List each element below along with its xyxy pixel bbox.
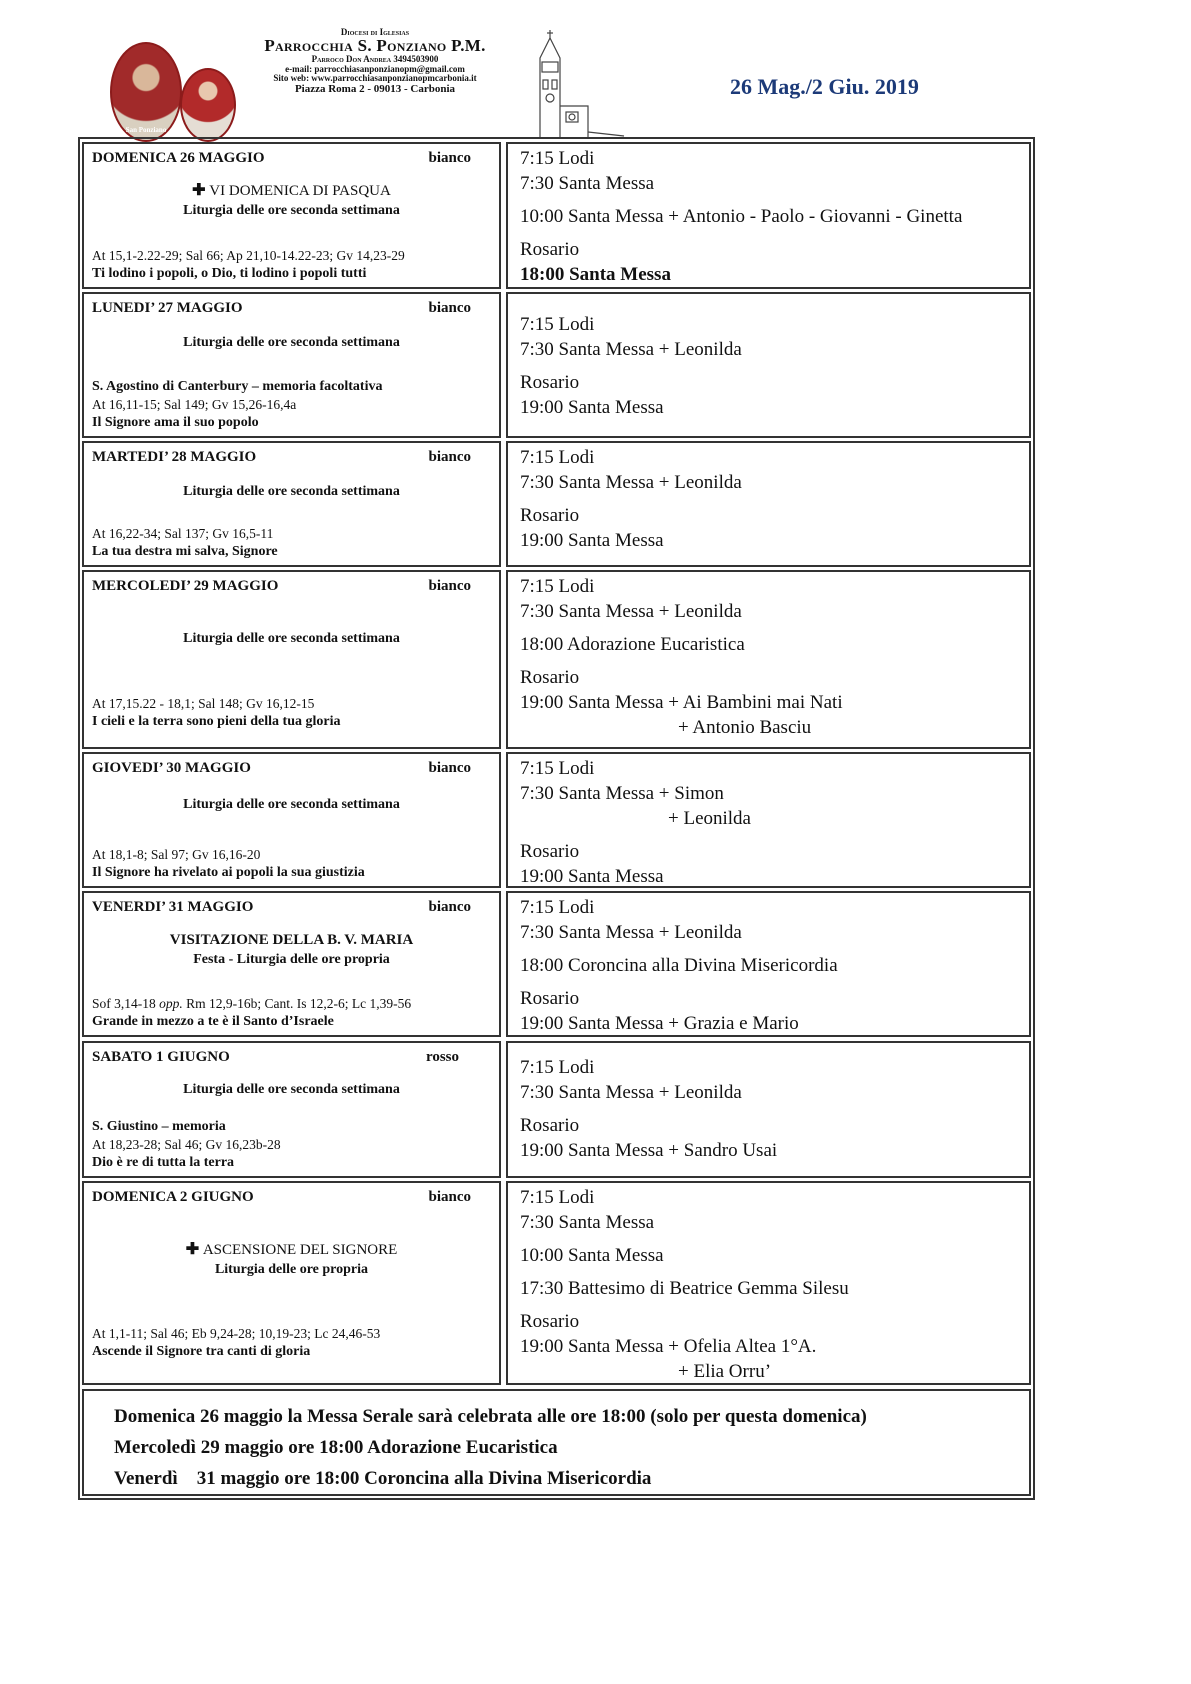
- announcement: Venerdì 31 maggio ore 18:00 Coroncina alla Divina Misericordia: [114, 1468, 652, 1489]
- liturgy-note: Liturgia delle ore seconda settimana: [183, 631, 400, 646]
- memoria: S. Giustino – memoria: [92, 1119, 226, 1134]
- schedule-item: 7:15 Lodi: [520, 447, 595, 468]
- day-row: [82, 752, 1031, 888]
- schedule-item: 7:30 Santa Messa + Leonilda: [520, 339, 742, 360]
- schedule-item: 7:15 Lodi: [520, 1187, 595, 1208]
- antiphon: La tua destra mi salva, Signore: [92, 544, 278, 559]
- cross-icon: ✚: [185, 1241, 200, 1258]
- liturgy-note: Liturgia delle ore seconda settimana: [183, 335, 400, 350]
- parish-website: Sito web: www.parrocchiasanponzianopmcarbonia.it: [273, 73, 477, 84]
- schedule-item: 7:30 Santa Messa + Leonilda: [520, 472, 742, 493]
- schedule-item: 7:30 Santa Messa: [520, 1212, 655, 1233]
- liturgy-note: Liturgia delle ore seconda settimana: [183, 203, 400, 218]
- schedule-item: 17:30 Battesimo di Beatrice Gemma Silesu: [520, 1278, 849, 1299]
- readings: At 18,23-28; Sal 46; Gv 16,23b-28: [92, 1137, 281, 1152]
- schedule-item: 7:15 Lodi: [520, 1057, 595, 1078]
- liturgy-note: Liturgia delle ore seconda settimana: [183, 1082, 400, 1097]
- antiphon: Il Signore ha rivelato ai popoli la sua giustizia: [92, 865, 365, 880]
- readings: At 15,1-2.22-29; Sal 66; Ap 21,10-14.22-23; Gv 14,23-29: [92, 248, 405, 263]
- schedule-item: 18:00 Coroncina alla Divina Misericordia: [520, 955, 838, 976]
- schedule-item: 7:30 Santa Messa + Leonilda: [520, 1082, 742, 1103]
- schedule-item: 19:00 Santa Messa: [520, 530, 664, 551]
- readings: At 18,1-8; Sal 97; Gv 16,16-20: [92, 847, 261, 862]
- antiphon: Grande in mezzo a te è il Santo d’Israele: [92, 1014, 334, 1029]
- announcement: Mercoledì 29 maggio ore 18:00 Adorazione Eucaristica: [114, 1437, 558, 1458]
- feast-title: VISITAZIONE DELLA B. V. MARIA: [169, 932, 414, 948]
- liturgy-note: Liturgia delle ore seconda settimana: [183, 797, 400, 812]
- schedule-item: Rosario: [520, 841, 580, 862]
- schedule-item: Rosario: [520, 239, 580, 260]
- bell-tower-icon: [528, 28, 628, 140]
- antiphon: I cieli e la terra sono pieni della tua gloria: [92, 714, 341, 729]
- liturgical-color: bianco: [428, 449, 471, 465]
- schedule-item: 7:15 Lodi: [520, 897, 595, 918]
- antiphon: Ascende il Signore tra canti di gloria: [92, 1344, 311, 1359]
- schedule-item: 7:30 Santa Messa: [520, 173, 655, 194]
- day-row: [82, 441, 1031, 567]
- antiphon: Ti lodino i popoli, o Dio, ti lodino i popoli tutti: [92, 266, 367, 281]
- schedule-cell: [506, 1181, 1031, 1385]
- liturgy-cell: [82, 1041, 501, 1178]
- schedule-item: 19:00 Santa Messa + Ai Bambini mai Nati: [520, 692, 843, 713]
- feast-title: VI DOMENICA DI PASQUA: [209, 183, 391, 199]
- schedule-item: 7:30 Santa Messa + Leonilda: [520, 601, 742, 622]
- readings: At 17,15.22 - 18,1; Sal 148; Gv 16,12-15: [92, 696, 315, 711]
- cross-icon: ✚: [192, 182, 206, 199]
- date-range-title: 26 Mag./2 Giu. 2019: [730, 74, 919, 99]
- day-label: SABATO 1 GIUGNO: [92, 1049, 230, 1065]
- announcements-box: [82, 1389, 1031, 1496]
- liturgical-color: bianco: [428, 150, 471, 166]
- liturgical-color: rosso: [425, 1049, 459, 1065]
- schedule-cell: [506, 1041, 1031, 1178]
- schedule-item: 7:30 Santa Messa + Simon: [520, 783, 724, 804]
- memoria: S. Agostino di Canterbury – memoria facoltativa: [92, 379, 383, 394]
- schedule-item: Rosario: [520, 505, 580, 526]
- schedule-item: 19:00 Santa Messa: [520, 397, 664, 418]
- day-label: LUNEDI’ 27 MAGGIO: [92, 300, 243, 316]
- day-label: MARTEDI’ 28 MAGGIO: [92, 449, 257, 465]
- page-header: [100, 22, 1060, 140]
- readings: At 16,22-34; Sal 137; Gv 16,5-11: [92, 526, 274, 541]
- diocese: Diocesi di Iglesias: [340, 27, 410, 37]
- schedule-item: 7:15 Lodi: [520, 576, 595, 597]
- day-label: DOMENICA 26 MAGGIO: [92, 150, 265, 166]
- readings: At 1,1-11; Sal 46; Eb 9,24-28; 10,19-23; Lc 24,46-53: [92, 1326, 381, 1341]
- liturgy-cell: [82, 891, 501, 1037]
- liturgical-color: bianco: [428, 578, 471, 594]
- day-label: MERCOLEDI’ 29 MAGGIO: [92, 578, 279, 594]
- priest-contact: Parroco Don Andrea 3494503900: [311, 54, 439, 65]
- announcement: Domenica 26 maggio la Messa Serale sarà celebrata alle ore 18:00 (solo per questa domenica): [114, 1406, 867, 1427]
- day-row: [82, 142, 1031, 289]
- day-label: VENERDI’ 31 MAGGIO: [92, 899, 254, 915]
- schedule-item: 7:30 Santa Messa + Leonilda: [520, 922, 742, 943]
- parish-info: [230, 28, 520, 95]
- schedule-item: 10:00 Santa Messa + Antonio - Paolo - Giovanni - Ginetta: [520, 206, 963, 227]
- day-row: [82, 1181, 1031, 1385]
- liturgy-cell: [82, 441, 501, 567]
- schedule-item: 19:00 Santa Messa + Grazia e Mario: [520, 1013, 799, 1034]
- liturgical-color: bianco: [428, 899, 471, 915]
- day-row: [82, 891, 1031, 1037]
- day-row: [82, 1041, 1031, 1178]
- schedule-item: 7:15 Lodi: [520, 148, 595, 169]
- schedule-item: 7:15 Lodi: [520, 314, 595, 335]
- schedule-cell: [506, 570, 1031, 749]
- readings: At 16,11-15; Sal 149; Gv 15,26-16,4a: [92, 397, 297, 412]
- schedule-item: Rosario: [520, 1311, 580, 1332]
- feast-title: ASCENSIONE DEL SIGNORE: [202, 1242, 398, 1258]
- liturgy-cell: [82, 752, 501, 888]
- liturgy-cell: [82, 142, 501, 289]
- liturgy-note: Liturgia delle ore seconda settimana: [183, 484, 400, 499]
- schedule-item: 18:00 Santa Messa: [520, 264, 671, 285]
- parish-name: Parrocchia S. Ponziano P.M.: [264, 36, 486, 56]
- liturgy-cell: [82, 570, 501, 749]
- schedule-item: + Antonio Basciu: [678, 717, 812, 738]
- schedule-item: 19:00 Santa Messa + Sandro Usai: [520, 1140, 778, 1161]
- liturgy-note: Liturgia delle ore propria: [214, 1262, 369, 1277]
- schedule-item: Rosario: [520, 1115, 580, 1136]
- schedule-item: Rosario: [520, 372, 580, 393]
- day-row: [82, 292, 1031, 438]
- day-label: DOMENICA 2 GIUGNO: [92, 1189, 254, 1205]
- schedule-item: Rosario: [520, 988, 580, 1009]
- schedule-cell: [506, 752, 1031, 888]
- schedule-cell: [506, 292, 1031, 438]
- day-row: [82, 570, 1031, 749]
- schedule-item: 19:00 Santa Messa + Ofelia Altea 1°A.: [520, 1336, 817, 1357]
- readings: Sof 3,14-18 opp. Rm 12,9-16b; Cant. Is 12,2-6; Lc 1,39-56: [92, 996, 412, 1011]
- liturgical-color: bianco: [428, 300, 471, 316]
- antiphon: Il Signore ama il suo popolo: [92, 415, 259, 430]
- liturgy-cell: [82, 1181, 501, 1385]
- parish-address: Piazza Roma 2 - 09013 - Carbonia: [294, 82, 456, 95]
- liturgical-color: bianco: [428, 760, 471, 776]
- schedule-item: 7:15 Lodi: [520, 758, 595, 779]
- schedule-item: + Leonilda: [668, 808, 751, 829]
- liturgy-cell: [82, 292, 501, 438]
- saint-image: [180, 68, 236, 142]
- schedule-item: Rosario: [520, 667, 580, 688]
- antiphon: Dio è re di tutta la terra: [92, 1155, 235, 1170]
- schedule-item: 19:00 Santa Messa: [520, 866, 664, 887]
- schedule-cell: [506, 441, 1031, 567]
- schedule-item: 18:00 Adorazione Eucaristica: [520, 634, 745, 655]
- schedule-item: + Elia Orru’: [678, 1361, 772, 1382]
- schedule-cell: [506, 891, 1031, 1037]
- schedule-cell: [506, 142, 1031, 289]
- schedule-item: 10:00 Santa Messa: [520, 1245, 664, 1266]
- san-ponziano-logo: San Ponziano: [110, 42, 182, 142]
- liturgy-note: Festa - Liturgia delle ore propria: [193, 952, 390, 967]
- liturgical-color: bianco: [428, 1189, 471, 1205]
- parish-email: e-mail: parrocchiasanponzianopm@gmail.com: [285, 63, 465, 74]
- day-label: GIOVEDI’ 30 MAGGIO: [92, 760, 251, 776]
